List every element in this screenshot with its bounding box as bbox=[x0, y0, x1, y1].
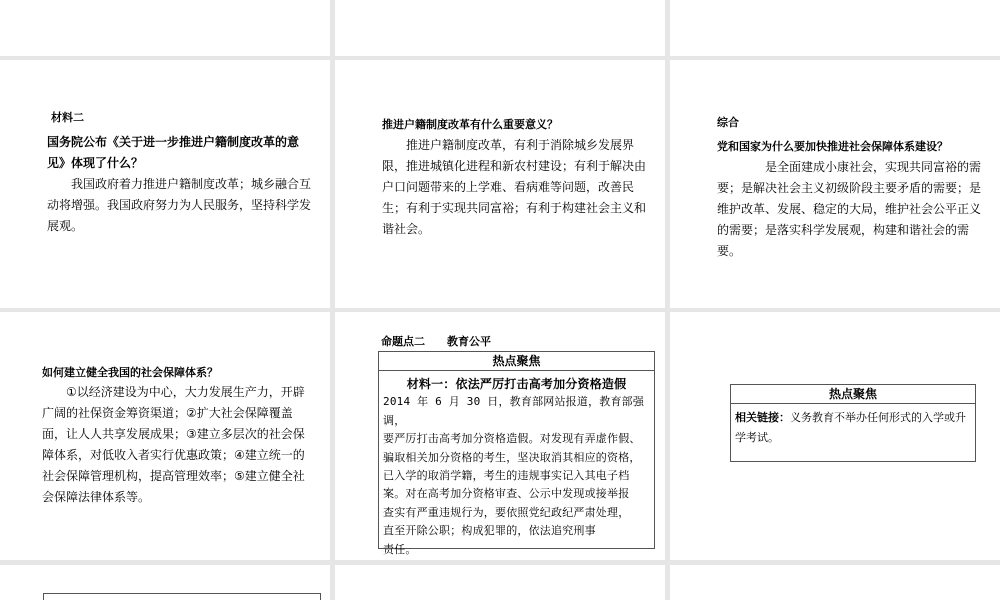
slide-household-reform-significance[interactable] bbox=[335, 60, 665, 308]
box-title: 热点聚焦 bbox=[379, 352, 654, 371]
material-line: 骗取相关加分资格的考生，坚决取消其相应的资格， bbox=[383, 450, 641, 464]
question-text: 如何建立健全我国的社会保障体系？ bbox=[42, 366, 218, 379]
material-line: 要严厉打击高考加分资格造假。对发现有弄虚作假、 bbox=[383, 432, 641, 446]
topic-heading: 命题点二 教育公平 bbox=[381, 335, 491, 348]
question-text: 国务院公布《关于进一步推进户籍制度改革的意见》体现了什么？ bbox=[47, 135, 300, 170]
answer-text: ①以经济建设为中心，大力发展生产力，开辟广阔的社保资金筹资渠道；②扩大社会保障覆盖面，让人人共享发展成果；③建立多层次的社会保障体系，对低收入者实行优惠政策；④建立统一的社会保障管理机构，提高管理效率；⑤建立健全社会保障法律体系等。 bbox=[42, 385, 305, 504]
question-text: 推进户籍制度改革有什么重要意义？ bbox=[382, 118, 558, 131]
material-line: 查实有严重违规行为，要依照党纪政纪严肃处理， bbox=[383, 505, 630, 519]
box-outline bbox=[43, 593, 321, 600]
question-text: 党和国家为什么要加快推进社会保障体系建设？ bbox=[717, 140, 948, 153]
box-title: 热点聚焦 bbox=[731, 385, 975, 404]
slide-education-fairness[interactable] bbox=[335, 312, 665, 560]
slide-thumbnail-3[interactable] bbox=[670, 0, 1000, 56]
material-body bbox=[379, 371, 654, 559]
material-line: 案。对在高考加分资格审查、公示中发现或接举报 bbox=[383, 487, 630, 501]
answer-text: 推进户籍制度改革，有利于消除城乡发展界限，推进城镇化进程和新农村建设；有利于解决由户口问题带来的上学难、看病难等问题，改善民生；有利于实现共同富裕；有利于构建社会主义和谐社会。 bbox=[382, 138, 647, 236]
material-line: 直至开除公职；构成犯罪的，依法追究刑事 bbox=[383, 524, 596, 538]
section-heading: 综合 bbox=[717, 116, 739, 129]
hot-topic-box bbox=[378, 351, 655, 556]
slide-thumbnail-11[interactable] bbox=[335, 565, 665, 600]
slide-comprehensive[interactable] bbox=[670, 60, 1000, 308]
slide-thumbnail-12[interactable] bbox=[670, 565, 1000, 600]
slide-social-security-system[interactable] bbox=[0, 312, 330, 560]
material-line: 已入学的取消学籍，考生的违规事实记入其电子档 bbox=[383, 469, 630, 483]
slide-thumbnail-1[interactable] bbox=[0, 0, 330, 56]
slide-thumbnail-10[interactable] bbox=[0, 565, 330, 600]
answer-text: 我国政府着力推进户籍制度改革；城乡融合互动将增强。我国政府努力为人民服务，坚持科学发展观。 bbox=[47, 177, 312, 233]
material-line: 责任。 bbox=[383, 542, 417, 556]
slide-thumbnail-2[interactable] bbox=[335, 0, 665, 56]
link-text-block bbox=[731, 404, 975, 448]
material-title: 材料一：依法严厉打击高考加分资格造假 bbox=[406, 377, 627, 391]
material-line: 2014 年 6 月 30 日，教育部网站报道，教育部强调， bbox=[383, 395, 645, 427]
answer-text: 是全面建成小康社会，实现共同富裕的需要；是解决社会主义初级阶段主要矛盾的需要；是维护改革、发展、稳定的大局，维护社会公平正义的需要；是落实科学发展观，构建和谐社会的需要。 bbox=[717, 160, 982, 258]
slide-material-two[interactable] bbox=[0, 60, 330, 308]
slide-related-link[interactable] bbox=[670, 312, 1000, 560]
hot-topic-box bbox=[730, 384, 976, 462]
link-label: 相关链接： bbox=[735, 411, 790, 424]
section-heading: 材料二 bbox=[51, 111, 84, 124]
link-text: 义务教育不举办任何形式的入学或升学考试。 bbox=[735, 411, 966, 444]
